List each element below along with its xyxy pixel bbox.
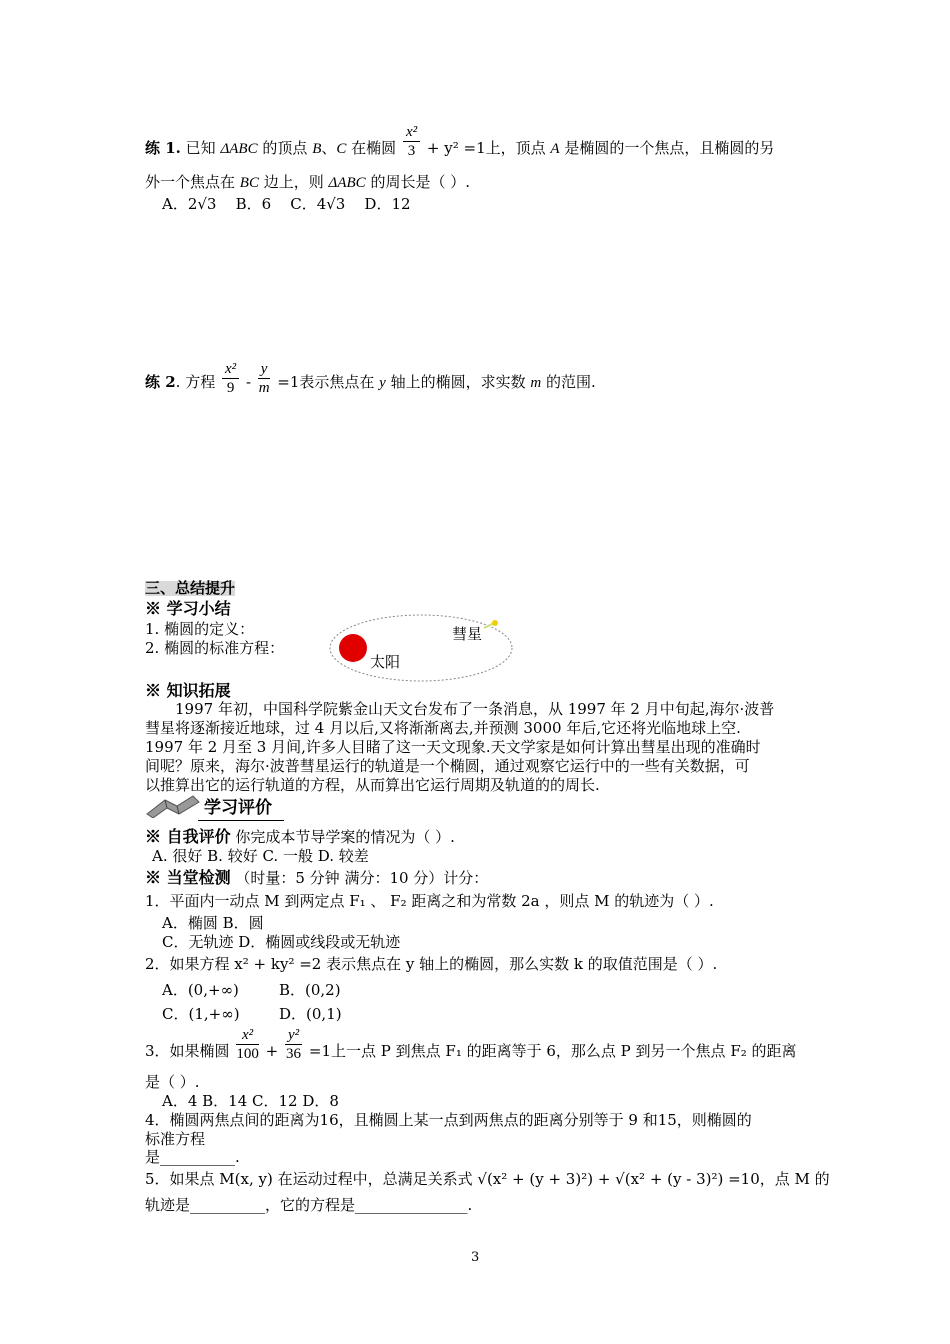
comet-icon [484, 620, 498, 628]
comet-orbit-diagram [326, 610, 516, 686]
summary-item-1: 1. 椭圆的定义： [145, 620, 255, 638]
question-4-line2: 标准方程 [145, 1130, 206, 1148]
self-evaluation: ※ 自我评价 你完成本节导学案的情况为（ ）. [145, 827, 455, 846]
question-5-line1: 5．如果点 M(x, y) 在运动过程中，总满足关系式 √(x² + (y + 3)²) + √(x² + (y - 3)²) =10，点 M 的 [145, 1170, 830, 1188]
summary-item-2: 2. 椭圆的标准方程： [145, 639, 285, 657]
question-3-options: A．4 B．14 C．12 D．8 [162, 1092, 339, 1110]
summary-title: ※ 学习小结 [145, 599, 231, 618]
question-5-line2: 轨迹是__________，它的方程是_______________. [145, 1196, 473, 1214]
exercise-1-line2: 外一个焦点在 BC 边上，则 ΔABC 的周长是（ ）. [145, 173, 471, 191]
comet-label: 彗星 [452, 625, 483, 643]
evaluation-underline [198, 820, 284, 821]
section-heading: 三、总结提升 [145, 579, 236, 597]
extension-title: ※ 知识拓展 [145, 681, 231, 700]
extension-paragraph: 1997 年初，中国科学院紫金山天文台发布了一条消息，从 1997 年 2 月中旬起,海尔·波普 彗星将逐渐接近地球，过 4 月以后,又将渐渐离去,并预测 3000 年后,它还将光临地球上空. 1997 年 2 月至 3 月间,许多人目睹了这一天文现象.天文学家是如何计算出彗星出现的准确时 间呢？原来，海尔·波普彗星运行的轨道是一个椭圆，通过观察它运行中的一些有关数据，可 以推算出它的运行轨道的方程，从而算出它运行周期及轨道的的周长. [145, 700, 775, 794]
check-header: ※ 当堂检测 （时量：5 分钟 满分：10 分）计分： [145, 868, 489, 887]
exercise-2-label: 练 2 [145, 373, 176, 391]
question-1: 1．平面内一动点 M 到两定点 F₁ 、 F₂ 距离之和为常数 2a ，则点 M 的轨迹为（ ）. [145, 892, 714, 910]
question-4-line1: 4．椭圆两焦点间的距离为16，且椭圆上某一点到两焦点的距离分别等于 9 和15，则椭圆的 [145, 1111, 752, 1129]
evaluation-title: 学习评价 [204, 798, 272, 818]
exercise-1-options: A．2√3 B．6 C．4√3 D．12 [162, 195, 411, 213]
question-4-line3: 是__________. [145, 1148, 240, 1166]
exercise-2: 练 2. 方程 $\frac{\text{x²}}{9}$ - $\frac{y}{m}$ =1表示焦点在 y 轴上的椭圆，求实数 m 的范围. [145, 361, 596, 396]
question-2-option-d: D．(0,1) [279, 1005, 342, 1023]
question-3-line2: 是（ ）. [145, 1073, 200, 1091]
book-icon [145, 792, 201, 818]
question-2-option-a: A．(0,+∞) [162, 981, 239, 999]
exercise-1-line1: 练 1. 已知 ΔABC 的顶点 B、C 在椭圆 $\frac{\text{x²}}{3}$ + y² =1上，顶点 A 是椭圆的一个焦点，且椭圆的另 [145, 124, 775, 159]
ellipse-fraction: $\frac{\text{x²}}{3}$ [403, 125, 420, 159]
sun-label: 太阳 [370, 653, 401, 671]
sun-icon [339, 634, 367, 662]
self-eval-options: A. 很好 B. 较好 C. 一般 D. 较差 [152, 847, 369, 865]
question-2-option-c: C．(1,+∞) [162, 1005, 240, 1023]
question-1-options-row1: A．椭圆 B．圆 [162, 914, 264, 932]
question-2-option-b: B．(0,2) [279, 981, 341, 999]
page-number: 3 [471, 1250, 480, 1265]
exercise-1-label: 练 1. [145, 139, 181, 157]
question-1-options-row2: C．无轨迹 D．椭圆或线段或无轨迹 [162, 933, 401, 951]
question-3: 3．如果椭圆 $\frac{\text{x²}}{100}$ + $\frac{\text{y²}}{36}$ =1上一点 P 到焦点 F₁ 的距离等于 6，那么点 P 到另一个焦点 F₂ 的距离 [145, 1027, 797, 1062]
question-2: 2．如果方程 x² + ky² =2 表示焦点在 y 轴上的椭圆，那么实数 k 的取值范围是（ ）. [145, 955, 718, 973]
